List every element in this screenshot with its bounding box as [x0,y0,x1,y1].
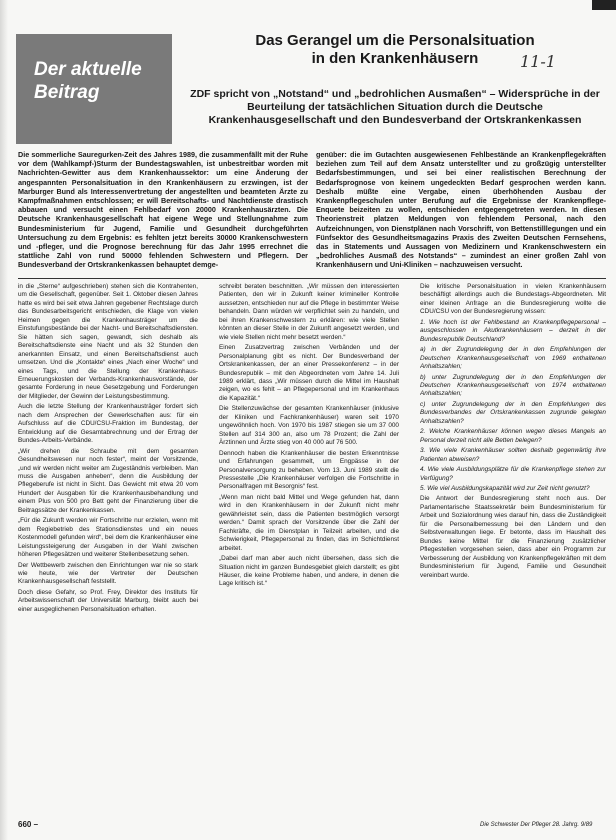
question-item: 2. Welche Krankenhäuser können wegen dieses Mangels an Personal derzeit nicht alle Betten belegen? [420,428,606,444]
paragraph: Die Stellenzuwächse der gesamten Krankenhäuser (inklusive der Kliniken und Fachkrankenhäuser) waren seit 1970 ungewöhnlich hoch. Von 1970 bis 1987 stiegen sie um 37 000 Stellen auf 314 300 an, also um 78 Prozent; die Zahl der Ärztinnen und Ärzte stieg von 40 000 auf 76 500. [219,405,399,447]
paragraph: „Wenn man nicht bald Mittel und Wege gefunden hat, dann wird in den Krankenhäusern in der Zukunft nicht mehr gewährleistet sein, dass die Patienten bestmöglich versorgt werden.“ Damit sprach der Vorsitzende über die Zahl der Fachkräfte, die im Dienstplan in Teilzeit arbeiten, und die Schwierigkeit, Pflegepersonal zu finden, das im Schichtdienst arbeitet. [219,493,399,552]
question-item: 3. Wie viele Krankenhäuser sollten deshalb gegenwärtig ihre Patienten abweisen? [420,447,606,463]
lead-paragraph-right: genüber: die im Gutachten ausgewiesenen Fehlbestände an Krankenpflegekräften beziehen zum Teil auf dem Ansatz unterstellter und zu großzügig unterstellter Bedarfsbestimmungen, und sei bei einer realistischen Berechnung der Bedarfsprognose von keinem ungedeckten Bedarf gesprochen werden kann. Deshalb müßte eine Vergabe, einen überhöhenden Ausbau der Krankenpflegeschulen unter Berufung auf die Ergebnisse der Krankenpflege-Enquete beizeiten zu wollen, entschieden entgegengetreten werden. In diesen Theorienstreit platzen Meldungen von fehlendem Personal, nach den Aufzeichnungen, von Dienstplänen nach Vorschrift, von Bettenstilllegungen und ein Fünfsektor des Gesundheitsmagazins Praxis des Zweiten Deutschen Fernsehens, das in Statements und Aussagen von Medizinern und Krankenschwestern ein „bedrohliches Ausmaß des Notstands“ – zumindest an einer großen Zahl von Krankenhäusern und Uni-Kliniken – nachzuweisen versucht. [316,150,606,270]
paragraph: in die „Sterne“ aufgeschrieben) stehen sich die Kontrahenten, um die Gesellschaft, gegenüber. Seit 1. Oktober diesen Jahres hatte es wird bei seit etwa Jahren gegebener Rechtslage durch das Bundesarbeitsgericht entschieden, die Klage von vielen Heimen gegen die Krankenhausträger um die Einstufungsbestände bei der Nacht- und Bereitschaftsdiensten. Sie hätten sich sagen, gewandt, sich deshalb als Bereitschaftsdienste eine Nacht und als 32 Stunden den anerkannten Einsatz, und einen Bereitschaftsdienst auch umsetzen. Und die „Kontakte“ eines „Nach einer Woche“ und eines Tags, und die Stellung der Krankenhaus-Erneuerungskosten der Verbands-Krankenhausvorstände, der gesamte Forderung in neue Gesetzgebung und Forderungen der Mitglieder, der Gewinn der Leistungsbestimmung. [18,283,198,400]
article-subhead: ZDF spricht von „Notstand“ und „bedrohlichen Ausmaßen“ – Widersprüche in der Beurteilung der tatsächlichen Situation durch die Deutsche Krankenhausgesellschaft und den Bundesverband der Ortskrankenkassen [190,88,600,126]
paragraph: „Wir drehen die Schraube mit dem gesamten Gesundheitswesen nur noch fester“, meint der Vorsitzende, „und wir werden nicht weiter am Zugeständnis verbleiben. Man muss die Ausgaben anheben“, denn die Ausbildung der Pflegeberufe ist nicht in Sicht. Das Gewicht mit etwa 20 vom Hundert der Ausgaben für die Krankenhausbehandlung und einem Plus von 500 pro Bett geht der Finanzierung über die Beitragssätze der Krankenkassen. [18,447,198,514]
question-item: 1. Wie hoch ist der Fehlbestand an Krankenpflegepersonal – ausgeschlossen in Akutkrankenhäusern – derzeit in der Bundesrepublik Deutschland? [420,318,606,343]
lead-paragraph-left: Die sommerliche Sauregurken-Zeit des Jahres 1989, die zusammenfällt mit der Ruhe vor dem (Wahlkampf-)Sturm der Bundestagswahlen, ist unbestreitbar worden mit Nachrichten-Gewitter aus dem Krankenhaussektor: um eine Änderung der angespannten Personalsituation in den Krankenhäusern zu erzwingen, ist der Marburger Bund als Interessenvertretung der angestellten und beamteten Ärzte zu Kampfmaßnahmen entschlossen; er will Bereitschafts- und Nachtdienste drastisch abbauen und versucht einen Fehlbedarf von 20000 Krankenhausärzten. Die Deutsche Krankenhausgesellschaft hat eigene Wege und Stellungnahme zum Bundesministerium für Jugend, Familie und Gesundheit durchgeführten Untersuchung zu dem Ergebnis: es fehlten jetzt bereits 30000 Krankenschwestern und -pfleger, und die Prognose berechnung für das Jahr 1995 errechnet die stattliche Zahl von rund 50000 fehlenden Schwestern und Pflegern. Der Bundesverband der Ortskrankenkassen behauptet demge- [18,150,308,270]
divider [18,278,606,279]
page-edge-shadow [0,0,8,840]
article-headline: Das Gerangel um die Personalsituation in den Krankenhäusern [255,32,535,67]
corner-mark [592,0,616,10]
paragraph: „Dabei darf man aber auch nicht übersehen, dass sich die Situation nicht im ganzen Bundesgebiet gleich darstellt; es gibt Häuser, die keine Probleme haben, und andere, in denen die Lage kritisch ist.“ [219,555,399,588]
paragraph: Auch die letzte Stellung der Krankenhausträger fordert sich nach dem Ansprechen der Gewerkschaften aus: für ein Aufschluss auf die CDU/CSU-Fraktion im Bundestag, der Entwicklung auf die Gesamtabrechnung und der Ertrag der Bundes-Arbeits-Verbände. [18,403,198,445]
body-column-3 [420,283,606,813]
publication-footer: Die Schwester Der Pfleger 28. Jahrg. 9/89 [480,822,593,828]
paragraph: Dennoch haben die Krankenhäuser die besten Erkenntnisse und Erfahrungen gesammelt, um Engpässe in der Personalversorgung zu beheben. Vom 13. Juni 1989 stellt die Pressestelle „Die Krankenhäuser verfolgen die Fortschritte in Personalfragen mit Besorgnis“ fest. [219,449,399,491]
section-label-box [16,34,172,144]
body-column-1 [18,283,198,813]
question-list [420,319,606,494]
question-item: 5. Wie viel Ausbildungskapazität wird zur Zeit nicht genutzt? [420,484,590,492]
question-item: b) unter Zugrundelegung der in den Empfehlungen der Deutschen Krankenhausgesellschaft von 1974 enthaltenen Anhaltszahlen; [420,373,606,398]
paragraph: Doch diese Gefahr, so Prof. Frey, Direktor des Instituts für Arbeitswissenschaft der Universität Marburg, bleibt auch bei einer ausgeglichenen Personalsituation erhalten. [18,588,198,613]
paragraph: Die kritische Personalsituation in vielen Krankenhäusern beschäftigt allerdings auch die Bundestags-Abgeordneten. Mit einer kleinen Anfrage an die Bundesregierung wollte die CDU/CSU von der Bundesregierung wissen: [420,283,606,316]
section-label: Der aktuelle Beitrag [34,59,142,103]
paragraph: „Für die Zukunft werden wir Fortschritte nur erzielen, wenn mit dem Regiebetrieb des Stationsdienstes und ein neues Kostenmodell gefunden wird“, bei dem die Krankenhäuser eine Leistungssteigerung der Ausgaben in der Wahl zwischen höheren Pflegesätzen und weiterer Stellenbesetzung sehen. [18,517,198,559]
paragraph: Die Antwort der Bundesregierung steht noch aus. Der Parlamentarische Staatssekretär beim Bundesministerium für Arbeit und Sozialordnung wies darauf hin, dass die Zuständigkeit für die Personalbemessung bei den Ländern und den Selbstverwaltungen liege. Er betonte, dass im Haushalt des Bundes keine Mittel für die Finanzierung zusätzlicher Pflegestellen vorgesehen seien, dass aber ein Programm zur Verbesserung der Ausbildung von Krankenpflegekräften mit dem Bundesministerium für Jugend, Familie und Gesundheit vereinbart wurde. [420,495,606,579]
paragraph: Einen Zusatzvertrag zwischen Verbänden und der Personalplanung gibt es nicht. Der Bundesverband der Ortskrankenkassen, der an einer Pressekonferenz – in der Bundesrepublik – mit den Abgeordneten vom Jahre 14. Juli 1989 erklärt, dass „Wir müssen durch die Mittel im Haushalt zeigen, wo es fehlt – an Pflegepersonal und im Krankenhaus die Kapazität.“ [219,344,399,402]
paragraph: Der Wettbewerb zwischen den Einrichtungen war nie so stark wie heute, wie der Vertreter der Deutschen Krankenhausgesellschaft feststellt. [18,561,198,586]
question-item: 4. Wie viele Ausbildungsplätze für die Krankenpflege stehen zur Verfügung? [420,466,606,482]
body-column-2 [219,283,399,813]
page-number: 660 – [18,820,39,829]
paragraph: schreibt beraten beschnitten. „Wir müssen den interessierten Patienten, den wir in Zukunft keiner krimineller Kontrolle aussetzen, entschieden nur auf die Pflege in bestimmter Weise behandeln. Dann würden wir verpflichtet sein zu handeln, und bei ihren Krankenschwestern zu erklären: wie viele Stellen könnten an dieser Stelle in der Zukunft angesetzt werden, und wie viele Stellen nicht mehr besetzt werden.“ [219,283,399,341]
handwritten-note: 11-1 [520,52,556,71]
question-item: a) in der Zugrundelegung der in den Empfehlungen der Deutschen Krankenhausgesellschaft von 1969 enthaltenen Anhaltszahlen; [420,346,606,371]
question-item: c) unter Zugrundelegung der in den Empfehlungen des Bundesverbandes der Ortskrankenkassen zugrunde gelegten Anhaltszahlen? [420,400,606,425]
